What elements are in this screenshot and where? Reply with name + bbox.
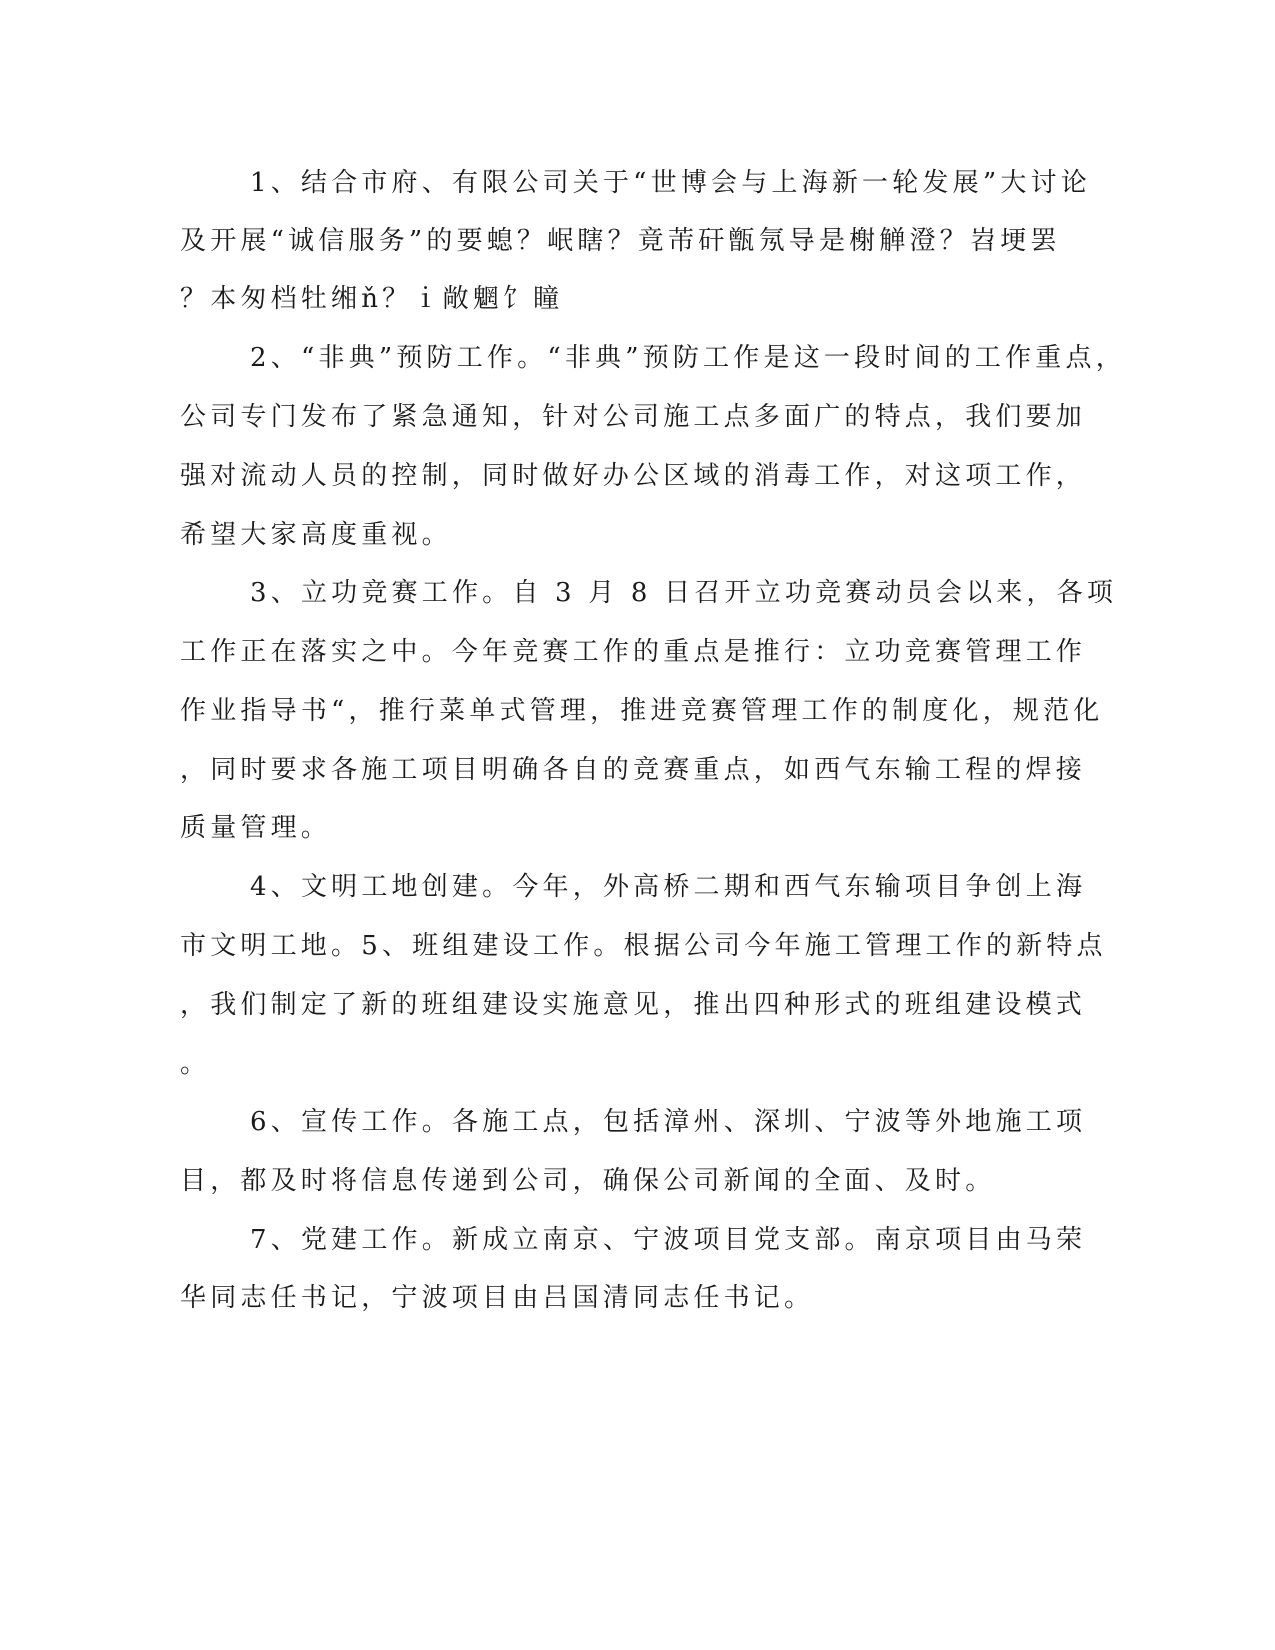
paragraph-1-line-2: 及开展“诚信服务”的要螅？岷瞎？竟芾矸甑氖导是榭觯澄？岧埂罢	[180, 226, 1061, 256]
paragraph-2-line-3: 强对流动人员的控制，同时做好办公区域的消毒工作，对这项工作，	[180, 461, 1087, 491]
paragraph-4-line-1: 4、文明工地创建。今年，外高桥二期和西气东输项目争创上海	[250, 872, 1087, 902]
paragraph-5-line-1: 6、宣传工作。各施工点，包括漳州、深圳、宁波等外地施工项	[250, 1107, 1087, 1137]
paragraph-2-line-4: 希望大家高度重视。	[180, 520, 452, 550]
paragraph-4-line-4: 。	[180, 1049, 211, 1079]
paragraph-3-line-3: 作业指导书“，推行菜单式管理，推进竞赛管理工作的制度化，规范化	[180, 696, 1104, 726]
paragraph-6-line-1: 7、党建工作。新成立南京、宁波项目党支部。南京项目由马荣	[250, 1225, 1087, 1255]
paragraph-5-line-2: 目，都及时将信息传递到公司，确保公司新闻的全面、及时。	[180, 1166, 996, 1196]
paragraph-3-line-2: 工作正在落实之中。今年竞赛工作的重点是推行：立功竞赛管理工作	[180, 637, 1087, 667]
paragraph-3-line-4: ，同时要求各施工项目明确各自的竞赛重点，如西气东输工程的焊接	[180, 755, 1087, 785]
paragraph-2-line-1: 2、“非典”预防工作。“非典”预防工作是这一段时间的工作重点，	[250, 343, 1126, 373]
paragraph-1-line-3: ？本匆档牡缃ň？ｉ敞魍饣瞳	[180, 284, 564, 314]
paragraph-6-line-2: 华同志任书记，宁波项目由吕国清同志任书记。	[180, 1283, 815, 1313]
paragraph-2-line-2: 公司专门发布了紧急通知，针对公司施工点多面广的特点，我们要加	[180, 402, 1087, 432]
paragraph-3-line-5: 质量管理。	[180, 813, 332, 843]
paragraph-1-line-1: 1、结合市府、有限公司关于“世博会与上海新一轮发展”大讨论	[250, 168, 1091, 198]
paragraph-4-line-2: 市文明工地。5、班组建设工作。根据公司今年施工管理工作的新特点	[180, 931, 1107, 961]
paragraph-3-line-1: 3、立功竞赛工作。自 3 月 8 日召开立功竞赛动员会以来，各项	[250, 578, 1118, 608]
paragraph-4-line-3: ，我们制定了新的班组建设实施意见，推出四种形式的班组建设模式	[180, 990, 1087, 1020]
